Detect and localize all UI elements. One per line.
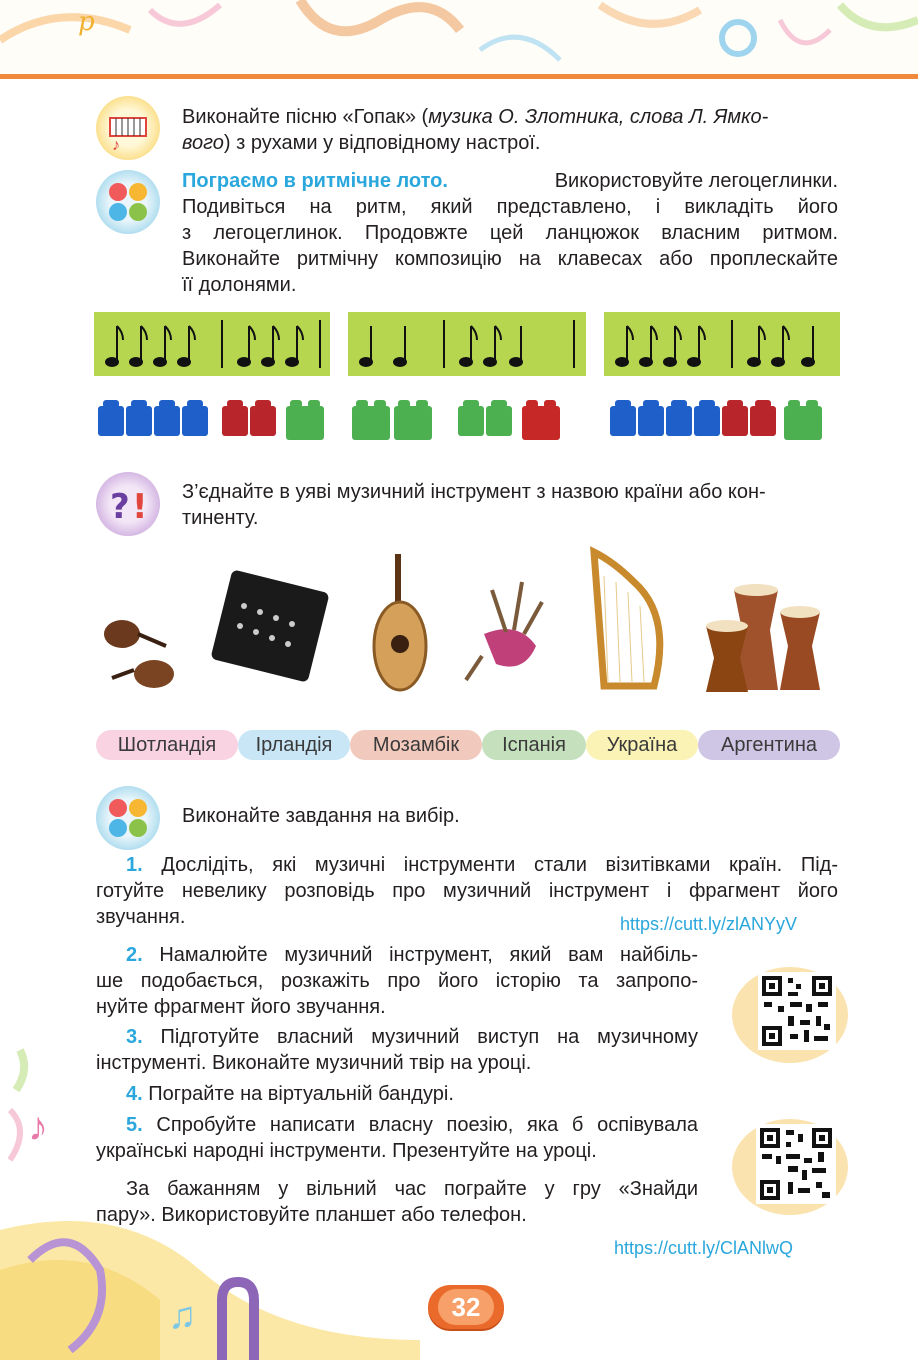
task4-item-1: 1. Дослідіть, які музичні інструменти стали візитівками країн. Під- готуйте невелику розповідь про музичний інструмент і фрагмент його звучання. [96,854,838,928]
page-number-badge [428,1285,504,1329]
maracas-image [104,620,174,688]
bandura-image [374,554,426,690]
hands-icon [96,170,160,234]
task4-intro: Виконайте завдання на вибір. [182,805,460,827]
harp-image [594,552,660,686]
task4-extra: За бажанням у вільний час пограйте у гру «Знайди пару». Використовуйте планшет або телефон. [96,1178,698,1226]
task4-item-4: 4. Пограйте на віртуальній бандурі. [126,1083,454,1105]
hands-icon [96,786,160,850]
music-keyboard-icon [96,96,160,160]
rhythm-card-1 [94,312,330,376]
country-pill-scotland[interactable]: Шотландія [96,730,238,760]
svg-text:♪: ♪ [28,1105,48,1149]
qr-code-1[interactable] [730,960,850,1070]
header-decoration [0,0,918,78]
svg-text:♫: ♫ [168,1295,197,1337]
bagpipes-image [466,582,542,680]
rhythm-card-3 [604,312,840,376]
country-pill-mozambique[interactable]: Мозамбік [350,730,482,760]
header-line [0,74,918,79]
svg-text:?: ? [110,487,130,527]
task4-item-2: 2. Намалюйте музичний інструмент, який вам найбіль- ше подобається, розкажіть про його історію та запропо- нуйте фрагмент його звучання. [96,944,698,1018]
country-pill-ukraine[interactable]: Україна [586,730,698,760]
link-2[interactable]: https://cutt.ly/ClANlwQ [614,1238,794,1258]
rhythm-card-2 [348,312,586,376]
footer-decoration [0,1010,420,1360]
page-number: 32 [438,1289,494,1325]
task4-item-5: 5. Спробуйте написати власну поезію, яка б оспівувала українські народні інструменти. Презентуйте на уроці. [96,1114,698,1162]
task1-text: Виконайте пісню «Гопак» (музика О. Злотника, слова Л. Ямко- вого) з рухами у відповідному настрої. [182,106,769,154]
svg-text:♪: ♪ [112,137,120,154]
task4-item-3: 3. Підготуйте власний музичний виступ на музичному інструменті. Виконайте музичний твір на уроці. [96,1026,698,1074]
country-pill-ireland[interactable]: Ірландія [238,730,350,760]
task3-text: З’єднайте в уяві музичний інструмент з назвою країни або кон- тиненту. [182,481,766,529]
qr-code-2[interactable] [730,1112,850,1222]
djembe-image [706,584,820,692]
lego-bricks [94,396,842,446]
country-pill-spain[interactable]: Іспанія [482,730,586,760]
svg-text:!: ! [132,487,148,527]
question-icon [96,472,160,536]
country-pill-argentina[interactable]: Аргентина [698,730,840,760]
link-1[interactable]: https://cutt.ly/zlANYyV [620,914,798,934]
instruments-row [94,546,840,696]
bandoneon-image [210,569,329,682]
task2-text: Пограємо в ритмічне лото. Використовуйте легоцеглинки. Подивіться на ритм, який представлено, і викладіть його з легоцеглинок. Продовжте цей ланцюжок власним ритмом. Виконайте ритмічну композицію на клавесах або проплескайте її долонями. [182,170,838,296]
svg-text:p: p [78,7,95,37]
